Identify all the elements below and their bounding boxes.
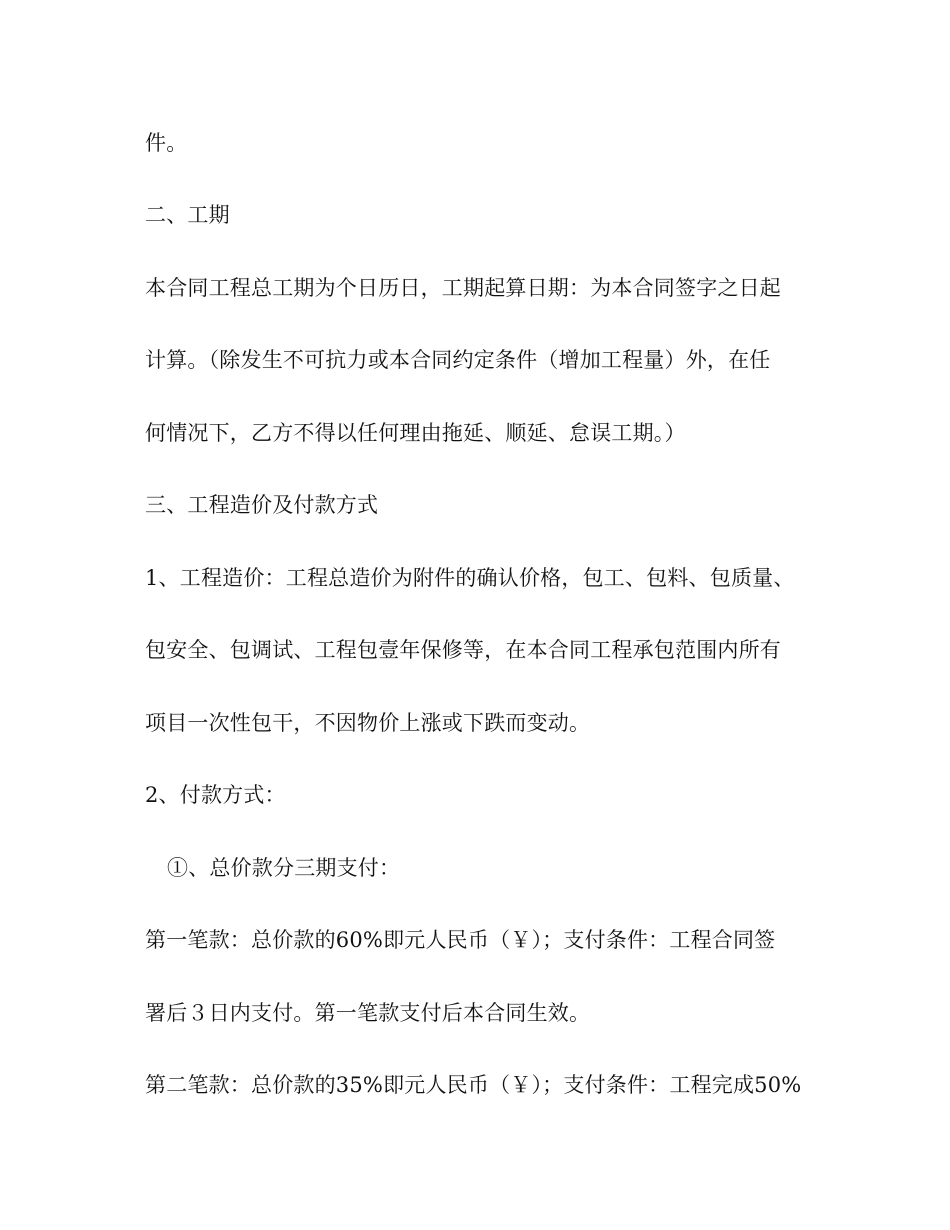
paragraph-line: 第二笔款：总价款的35%即元人民币（￥）；支付条件：工程完成50% <box>145 1073 802 1097</box>
paragraph-line: 本合同工程总工期为个日历日，工期起算日期：为本合同签字之日起 <box>145 276 781 300</box>
paragraph-line: 何情况下，乙方不得以任何理由拖延、顺延、怠误工期。） <box>145 421 686 445</box>
paragraph-line: 包安全、包调试、工程包壹年保修等，在本合同工程承包范围内所有 <box>145 638 781 662</box>
paragraph-line: 第一笔款：总价款的60%即元人民币（￥）；支付条件：工程合同签 <box>145 928 776 952</box>
paragraph-line: 项目一次性包干，不因物价上涨或下跌而变动。 <box>145 711 591 735</box>
list-item-payment-installments: ①、总价款分三期支付： <box>167 856 401 880</box>
section-heading-schedule: 二、工期 <box>145 203 230 227</box>
paragraph-line: 件。 <box>145 131 188 155</box>
paragraph-line: 1、工程造价：工程总造价为附件的确认价格，包工、包料、包质量、 <box>145 566 795 590</box>
section-heading-cost-payment: 三、工程造价及付款方式 <box>145 493 379 517</box>
paragraph-line: 计算。（除发生不可抗力或本合同约定条件（增加工程量）外，在任 <box>145 348 771 372</box>
paragraph-line: 署后３日内支付。第一笔款支付后本合同生效。 <box>145 1001 591 1025</box>
subsection-heading-payment-method: 2、付款方式： <box>145 783 286 807</box>
